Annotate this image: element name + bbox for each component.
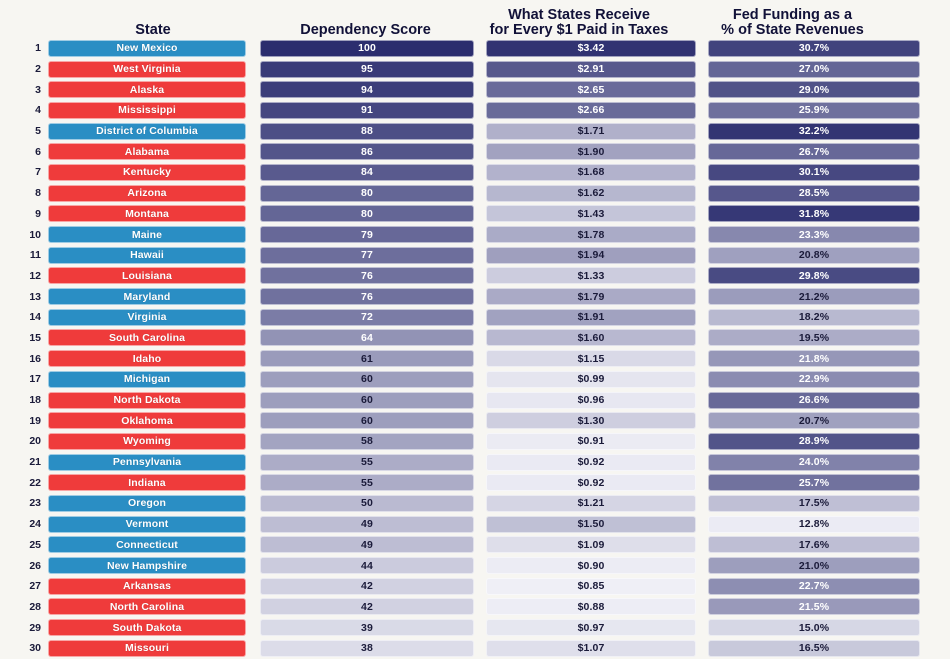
table-row: [0, 535, 950, 556]
header-state: State: [135, 21, 171, 38]
row-fed-funding-pct: 24.0%: [708, 454, 920, 471]
row-dependency-score: 61: [260, 350, 474, 367]
row-rank: 9: [35, 207, 41, 220]
row-state-name: Oregon: [48, 495, 246, 512]
table-row: [0, 348, 950, 369]
row-state-name: Vermont: [48, 516, 246, 533]
row-receive-per-dollar: $0.92: [486, 474, 696, 491]
row-fed-funding-pct: 21.2%: [708, 288, 920, 305]
row-receive-per-dollar: $1.90: [486, 143, 696, 160]
row-dependency-score: 76: [260, 267, 474, 284]
table-row: [0, 79, 950, 100]
header-receive-line1: What States Receive: [508, 6, 650, 23]
table-row: [0, 266, 950, 287]
row-dependency-score: 84: [260, 164, 474, 181]
row-receive-per-dollar: $1.62: [486, 185, 696, 202]
header-receive-per-dollar: [473, 8, 685, 38]
table-row: [0, 576, 950, 597]
row-state-name: New Hampshire: [48, 557, 246, 574]
row-state-name: Hawaii: [48, 247, 246, 264]
row-receive-per-dollar: $0.90: [486, 557, 696, 574]
row-receive-per-dollar: $0.97: [486, 619, 696, 636]
row-dependency-score: 58: [260, 433, 474, 450]
row-dependency-score: 50: [260, 495, 474, 512]
table-row: [0, 369, 950, 390]
row-receive-per-dollar: $0.99: [486, 371, 696, 388]
row-receive-per-dollar: $1.15: [486, 350, 696, 367]
row-state-name: Oklahoma: [48, 412, 246, 429]
row-fed-funding-pct: 20.8%: [708, 247, 920, 264]
row-receive-per-dollar: $1.50: [486, 516, 696, 533]
row-dependency-score: 94: [260, 81, 474, 98]
row-receive-per-dollar: $1.60: [486, 329, 696, 346]
row-receive-per-dollar: $1.09: [486, 536, 696, 553]
row-fed-funding-pct: 29.8%: [708, 267, 920, 284]
table-row: [0, 121, 950, 142]
row-receive-per-dollar: $1.33: [486, 267, 696, 284]
row-receive-per-dollar: $3.42: [486, 40, 696, 57]
row-dependency-score: 72: [260, 309, 474, 326]
row-receive-per-dollar: $0.88: [486, 598, 696, 615]
row-dependency-score: 38: [260, 640, 474, 657]
row-receive-per-dollar: $0.85: [486, 578, 696, 595]
row-fed-funding-pct: 16.5%: [708, 640, 920, 657]
row-fed-funding-pct: 28.9%: [708, 433, 920, 450]
row-fed-funding-pct: 26.6%: [708, 392, 920, 409]
table-row: [0, 286, 950, 307]
table-row: [0, 472, 950, 493]
row-receive-per-dollar: $2.65: [486, 81, 696, 98]
header-fed-line2: % of State Revenues: [721, 21, 864, 38]
table-row: [0, 245, 950, 266]
row-rank: 24: [29, 518, 41, 531]
row-dependency-score: 77: [260, 247, 474, 264]
row-fed-funding-pct: 17.6%: [708, 536, 920, 553]
row-state-name: North Carolina: [48, 598, 246, 615]
row-dependency-score: 80: [260, 205, 474, 222]
row-rank: 1: [35, 42, 41, 55]
row-state-name: Kentucky: [48, 164, 246, 181]
row-state-name: Alabama: [48, 143, 246, 160]
row-rank: 7: [35, 166, 41, 179]
table-row: [0, 38, 950, 59]
row-rank: 8: [35, 187, 41, 200]
row-dependency-score: 76: [260, 288, 474, 305]
table-row: [0, 204, 950, 225]
row-dependency-score: 44: [260, 557, 474, 574]
row-fed-funding-pct: 25.9%: [708, 102, 920, 119]
row-fed-funding-pct: 21.5%: [708, 598, 920, 615]
row-rank: 11: [29, 249, 41, 262]
row-state-name: Montana: [48, 205, 246, 222]
row-receive-per-dollar: $1.71: [486, 123, 696, 140]
row-receive-per-dollar: $1.07: [486, 640, 696, 657]
row-rank: 12: [29, 269, 41, 282]
row-fed-funding-pct: 12.8%: [708, 516, 920, 533]
row-state-name: West Virginia: [48, 61, 246, 78]
row-fed-funding-pct: 20.7%: [708, 412, 920, 429]
row-state-name: District of Columbia: [48, 123, 246, 140]
row-rank: 5: [35, 125, 41, 138]
row-receive-per-dollar: $0.96: [486, 392, 696, 409]
row-fed-funding-pct: 18.2%: [708, 309, 920, 326]
table-row: [0, 410, 950, 431]
row-dependency-score: 42: [260, 578, 474, 595]
row-dependency-score: 88: [260, 123, 474, 140]
row-state-name: Maine: [48, 226, 246, 243]
table-row: [0, 307, 950, 328]
row-rank: 19: [29, 414, 41, 427]
table-row: [0, 100, 950, 121]
row-rank: 22: [29, 476, 41, 489]
row-rank: 23: [29, 497, 41, 510]
table-row: [0, 59, 950, 80]
row-rank: 26: [29, 559, 41, 572]
row-dependency-score: 39: [260, 619, 474, 636]
row-fed-funding-pct: 19.5%: [708, 329, 920, 346]
row-dependency-score: 86: [260, 143, 474, 160]
row-receive-per-dollar: $2.91: [486, 61, 696, 78]
row-dependency-score: 60: [260, 392, 474, 409]
row-receive-per-dollar: $0.92: [486, 454, 696, 471]
row-rank: 17: [29, 373, 41, 386]
table-row: [0, 328, 950, 349]
table-row: [0, 597, 950, 618]
row-state-name: Michigan: [48, 371, 246, 388]
row-receive-per-dollar: $1.94: [486, 247, 696, 264]
row-rank: 4: [35, 104, 41, 117]
row-state-name: South Dakota: [48, 619, 246, 636]
row-dependency-score: 91: [260, 102, 474, 119]
row-state-name: North Dakota: [48, 392, 246, 409]
row-dependency-score: 100: [260, 40, 474, 57]
row-rank: 30: [29, 642, 41, 655]
row-fed-funding-pct: 22.7%: [708, 578, 920, 595]
row-fed-funding-pct: 30.7%: [708, 40, 920, 57]
row-dependency-score: 60: [260, 412, 474, 429]
row-receive-per-dollar: $1.68: [486, 164, 696, 181]
row-dependency-score: 49: [260, 516, 474, 533]
row-state-name: Virginia: [48, 309, 246, 326]
row-state-name: South Carolina: [48, 329, 246, 346]
row-fed-funding-pct: 22.9%: [708, 371, 920, 388]
row-state-name: New Mexico: [48, 40, 246, 57]
row-rank: 2: [35, 63, 41, 76]
header-dependency-score: Dependency Score: [300, 21, 431, 38]
table-row: [0, 493, 950, 514]
row-fed-funding-pct: 26.7%: [708, 143, 920, 160]
row-dependency-score: 55: [260, 454, 474, 471]
row-fed-funding-pct: 27.0%: [708, 61, 920, 78]
row-fed-funding-pct: 32.2%: [708, 123, 920, 140]
row-dependency-score: 42: [260, 598, 474, 615]
table-row: [0, 141, 950, 162]
row-state-name: Pennsylvania: [48, 454, 246, 471]
row-rank: 20: [29, 435, 41, 448]
row-fed-funding-pct: 21.8%: [708, 350, 920, 367]
row-rank: 10: [29, 228, 41, 241]
row-state-name: Mississippi: [48, 102, 246, 119]
table-row: [0, 638, 950, 659]
row-receive-per-dollar: $1.30: [486, 412, 696, 429]
row-receive-per-dollar: $1.78: [486, 226, 696, 243]
row-state-name: Arizona: [48, 185, 246, 202]
row-state-name: Arkansas: [48, 578, 246, 595]
header-receive-line2: for Every $1 Paid in Taxes: [489, 21, 669, 38]
row-fed-funding-pct: 15.0%: [708, 619, 920, 636]
row-rank: 15: [29, 331, 41, 344]
table-body: [0, 38, 950, 659]
row-dependency-score: 79: [260, 226, 474, 243]
table-row: [0, 617, 950, 638]
row-dependency-score: 64: [260, 329, 474, 346]
row-fed-funding-pct: 31.8%: [708, 205, 920, 222]
row-receive-per-dollar: $0.91: [486, 433, 696, 450]
row-rank: 14: [29, 311, 41, 324]
table-row: [0, 224, 950, 245]
row-state-name: Wyoming: [48, 433, 246, 450]
row-receive-per-dollar: $1.91: [486, 309, 696, 326]
row-state-name: Louisiana: [48, 267, 246, 284]
table-row: [0, 431, 950, 452]
row-state-name: Alaska: [48, 81, 246, 98]
table-row: [0, 162, 950, 183]
row-dependency-score: 55: [260, 474, 474, 491]
row-fed-funding-pct: 25.7%: [708, 474, 920, 491]
row-rank: 16: [29, 352, 41, 365]
row-state-name: Maryland: [48, 288, 246, 305]
row-rank: 13: [29, 290, 41, 303]
row-state-name: Indiana: [48, 474, 246, 491]
row-state-name: Connecticut: [48, 536, 246, 553]
row-receive-per-dollar: $1.43: [486, 205, 696, 222]
header-fed-funding: [685, 8, 900, 38]
row-fed-funding-pct: 21.0%: [708, 557, 920, 574]
row-state-name: Missouri: [48, 640, 246, 657]
row-fed-funding-pct: 23.3%: [708, 226, 920, 243]
row-rank: 18: [29, 394, 41, 407]
table-row: [0, 183, 950, 204]
row-rank: 21: [29, 456, 41, 469]
row-dependency-score: 95: [260, 61, 474, 78]
row-rank: 28: [29, 600, 41, 613]
row-dependency-score: 49: [260, 536, 474, 553]
row-rank: 3: [35, 83, 41, 96]
row-fed-funding-pct: 28.5%: [708, 185, 920, 202]
table-row: [0, 555, 950, 576]
row-receive-per-dollar: $2.66: [486, 102, 696, 119]
row-receive-per-dollar: $1.79: [486, 288, 696, 305]
row-fed-funding-pct: 17.5%: [708, 495, 920, 512]
table-row: [0, 390, 950, 411]
row-dependency-score: 80: [260, 185, 474, 202]
row-state-name: Idaho: [48, 350, 246, 367]
table-row: [0, 452, 950, 473]
row-rank: 25: [29, 538, 41, 551]
row-rank: 29: [29, 621, 41, 634]
row-fed-funding-pct: 30.1%: [708, 164, 920, 181]
row-dependency-score: 60: [260, 371, 474, 388]
row-rank: 27: [29, 580, 41, 593]
row-fed-funding-pct: 29.0%: [708, 81, 920, 98]
table-header: [0, 0, 950, 38]
row-receive-per-dollar: $1.21: [486, 495, 696, 512]
table-row: [0, 514, 950, 535]
row-rank: 6: [35, 145, 41, 158]
header-fed-line1: Fed Funding as a: [732, 6, 853, 23]
